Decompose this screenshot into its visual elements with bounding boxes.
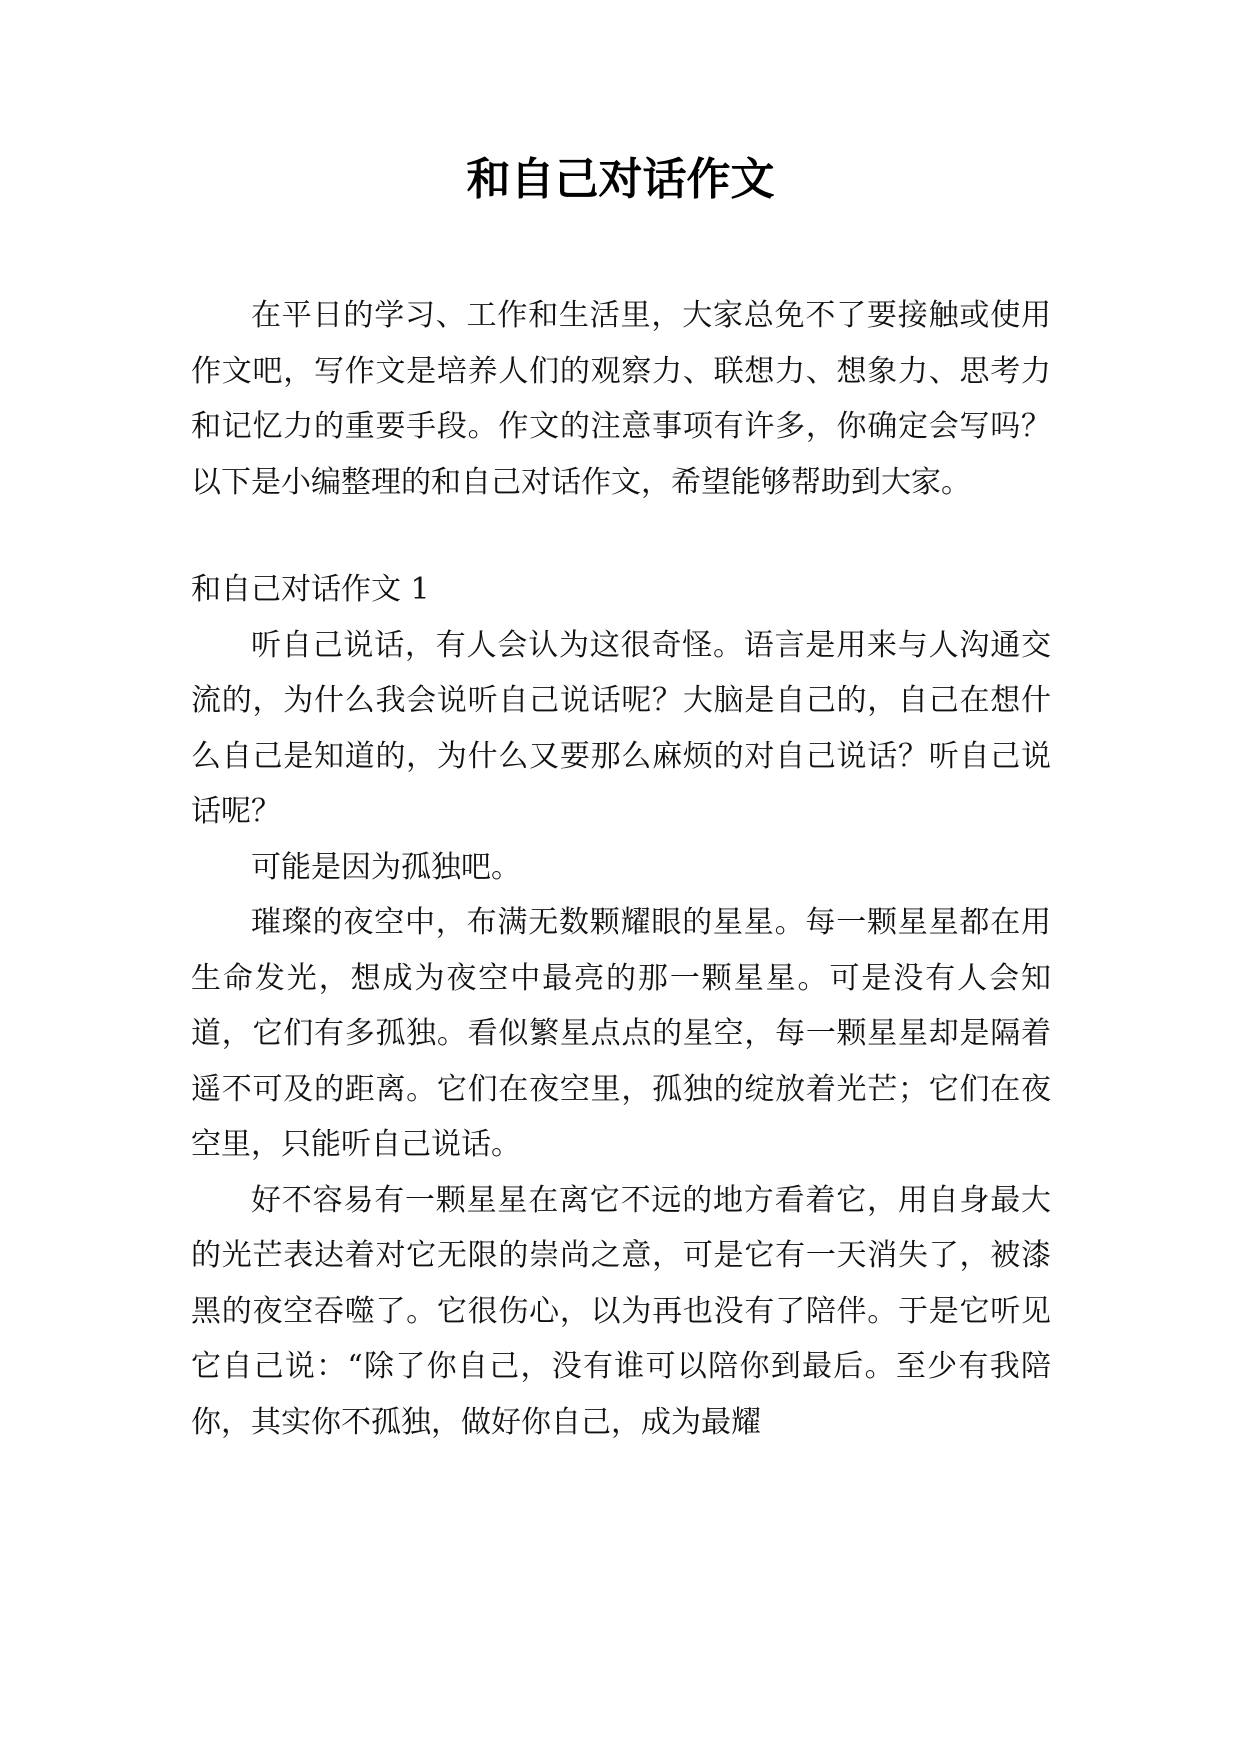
body-paragraph-2: 可能是因为孤独吧。 (251, 849, 521, 885)
body-paragraph-4: 好不容易有一颗星星在离它不远的地方看着它，用自身最大的光芒表达着对它无限的崇尚之意，可是它有一天消失了，被漆黑的夜空吞噬了。它很伤心，以为再也没有了陪伴。于是它听见它自己说：“除了你自己，没有谁可以陪你到最后。至少有我陪你，其实你不孤独，做好你自己，成为最耀 (191, 1182, 1051, 1440)
intro-paragraph: 在平日的学习、工作和生活里，大家总免不了要接触或使用作文吧，写作文是培养人们的观察力、联想力、想象力、思考力和记忆力的重要手段。作文的注意事项有许多，你确定会写吗？以下是小编整理的和自己对话作文，希望能够帮助到大家。 (191, 298, 1051, 500)
body-paragraph-3: 璀璨的夜空中，布满无数颗耀眼的星星。每一颗星星都在用生命发光，想成为夜空中最亮的那一颗星星。可是没有人会知道，它们有多孤独。看似繁星点点的星空，每一颗星星却是隔着遥不可及的距离。它们在夜空里，孤独的绽放着光芒；它们在夜空里，只能听自己说话。 (191, 905, 1051, 1162)
body-paragraph-1: 听自己说话，有人会认为这很奇怪。语言是用来与人沟通交流的，为什么我会说听自己说话呢？大脑是自己的，自己在想什么自己是知道的，为什么又要那么麻烦的对自己说话？听自己说话呢？ (191, 627, 1051, 829)
section-heading: 和自己对话作文 1 (191, 572, 430, 607)
document-body (191, 288, 1051, 1450)
document-title: 和自己对话作文 (466, 154, 775, 205)
